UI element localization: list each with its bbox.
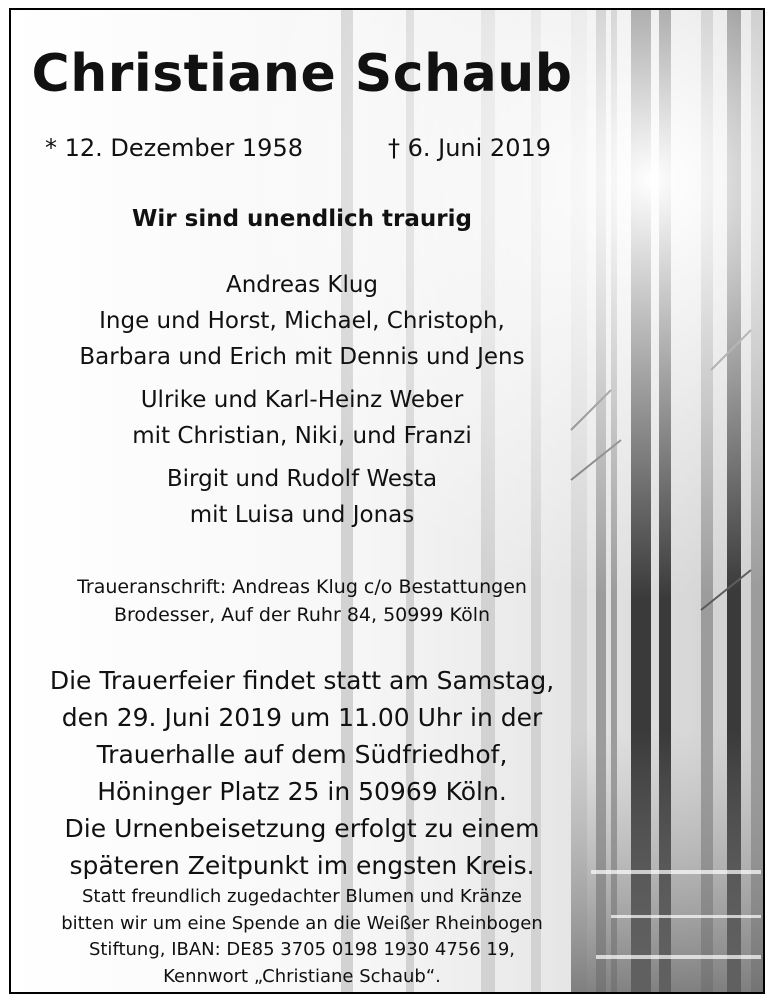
- mourner-line: Andreas Klug: [225, 272, 379, 298]
- ceremony-line: späteren Zeitpunkt im engsten Kreis.: [69, 851, 535, 880]
- deceased-name: Christiane Schaub: [31, 44, 573, 104]
- mourner-line: Barbara und Erich mit Dennis und Jens: [79, 344, 525, 370]
- donation-line: Statt freundlich zugedachter Blumen und Kränze: [81, 886, 523, 907]
- mourner-line: mit Luisa und Jonas: [189, 502, 415, 528]
- ceremony-details: [11, 662, 593, 884]
- birth-date: * 12. Dezember 1958: [45, 134, 303, 162]
- mourner-group: [11, 382, 593, 454]
- mourning-address: [11, 573, 593, 629]
- mourner-line: Ulrike und Karl-Heinz Weber: [140, 387, 464, 413]
- obituary-card: [9, 8, 765, 994]
- address-line: Brodesser, Auf der Ruhr 84, 50999 Köln: [113, 604, 491, 626]
- death-date: † 6. Juni 2019: [387, 134, 551, 162]
- donation-line: Kennwort „Christiane Schaub“.: [163, 965, 441, 987]
- address-line: Traueranschrift: Andreas Klug c/o Bestattungen: [77, 576, 527, 598]
- ceremony-line: Die Urnenbeisetzung erfolgt zu einem: [64, 814, 540, 843]
- mourner-group: [11, 267, 593, 375]
- mourner-group: [11, 461, 593, 533]
- ceremony-line: den 29. Juni 2019 um 11.00 Uhr in der: [61, 703, 543, 732]
- donation-line: Stiftung, IBAN: DE85 3705 0198 1930 4756 19,: [88, 939, 516, 960]
- mourner-line: Birgit und Rudolf Westa: [166, 466, 438, 492]
- mourner-line: mit Christian, Niki, und Franzi: [132, 423, 472, 449]
- ceremony-line: Die Trauerfeier findet statt am Samstag,: [49, 666, 555, 695]
- donation-line: bitten wir um eine Spende an die Weißer Rheinbogen: [61, 912, 543, 934]
- obituary-text: [11, 10, 593, 992]
- ceremony-line: Höninger Platz 25 in 50969 Köln.: [97, 777, 507, 806]
- donation-request: [11, 884, 593, 990]
- mourning-headline: Wir sind unendlich traurig: [132, 206, 472, 232]
- ceremony-line: Trauerhalle auf dem Südfriedhof,: [96, 740, 508, 769]
- mourner-line: Inge und Horst, Michael, Christoph,: [99, 308, 505, 334]
